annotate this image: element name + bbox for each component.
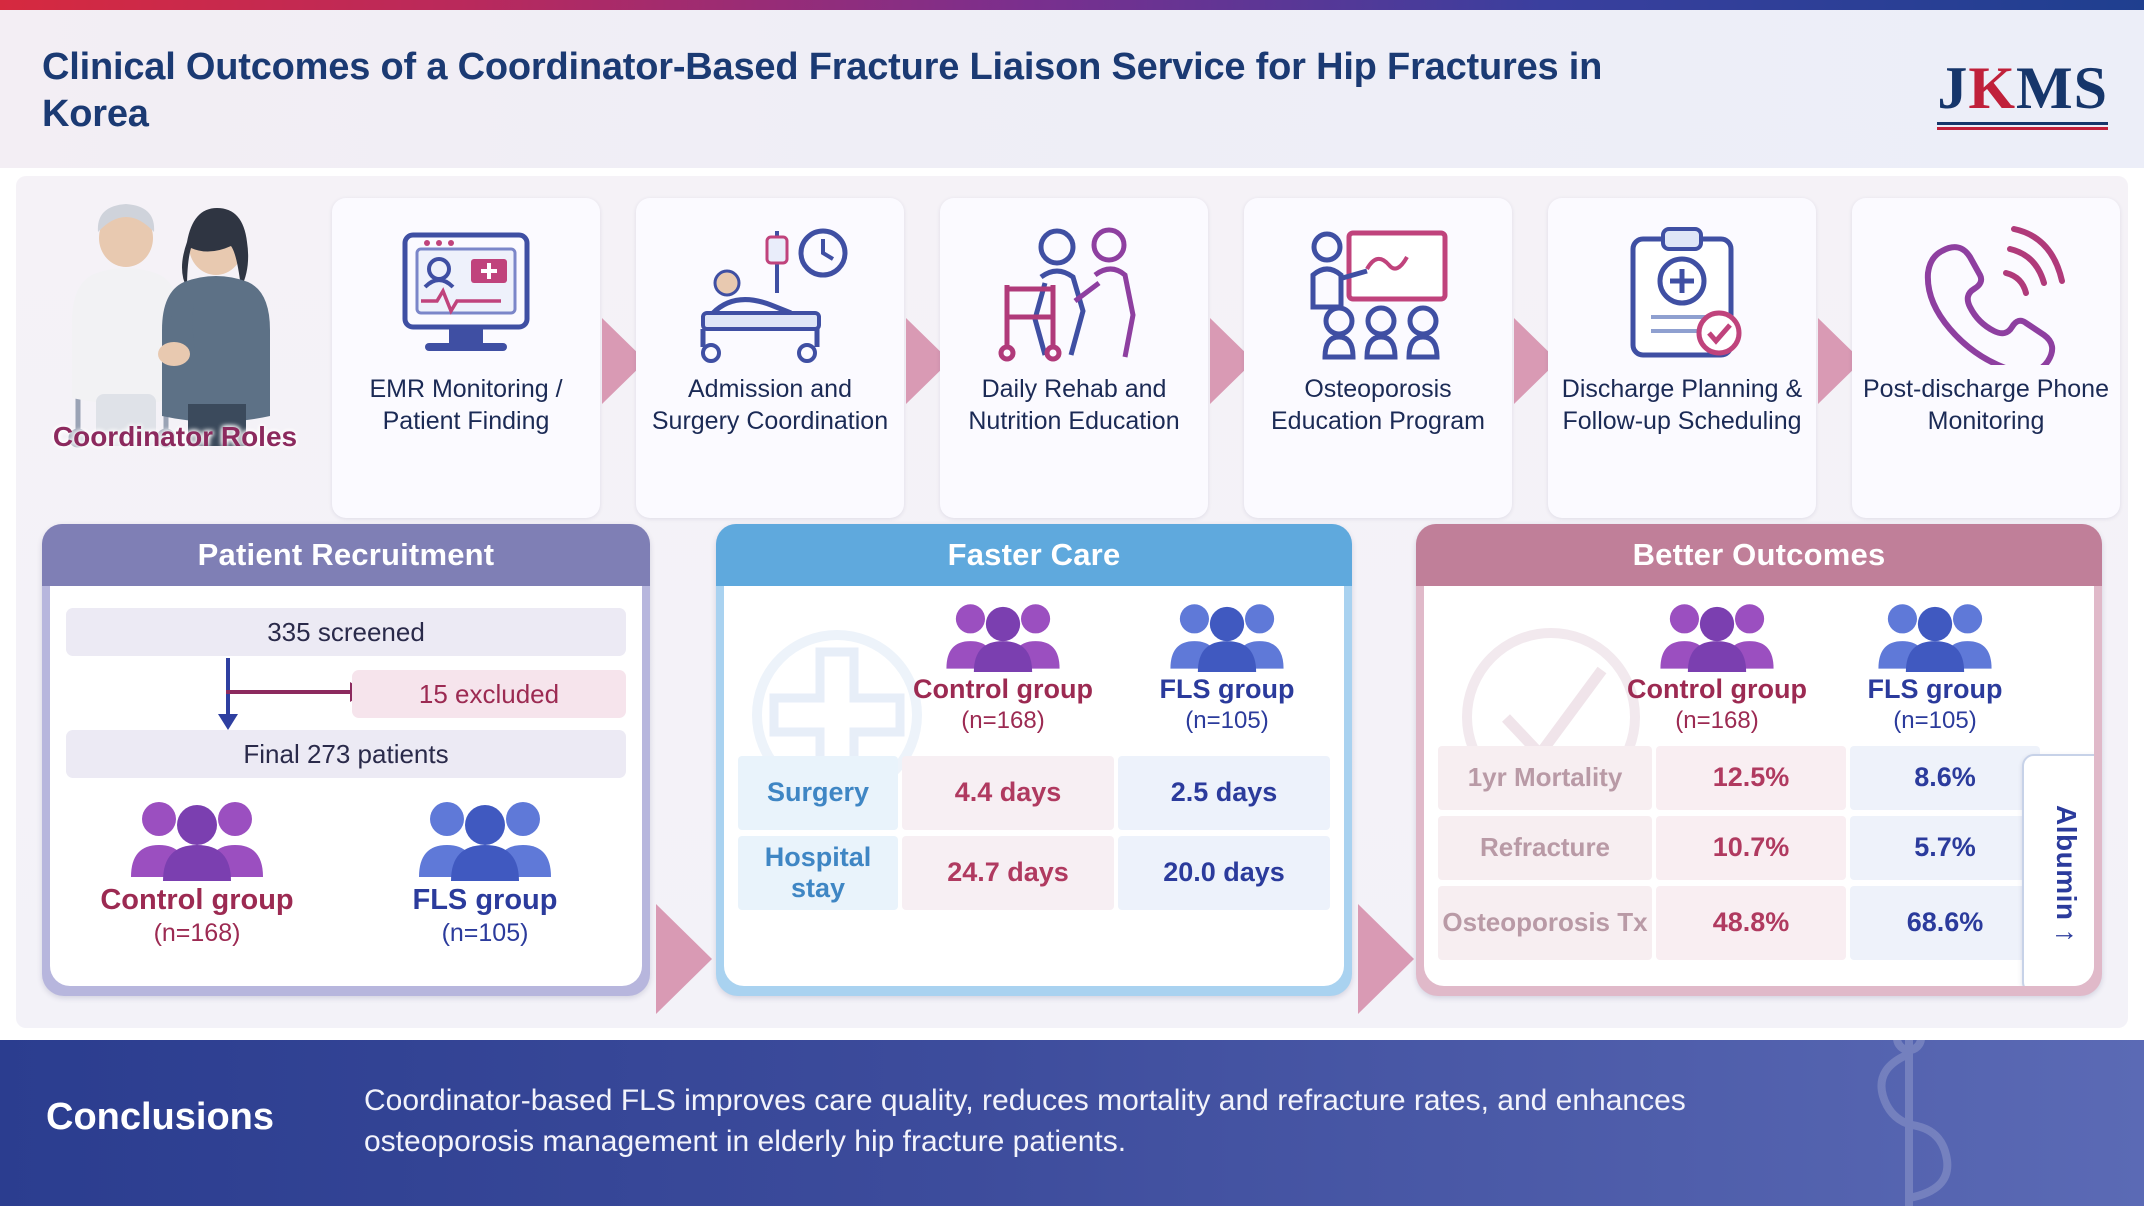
row-control-value: 48.8% — [1656, 886, 1846, 960]
monitor-emr-icon — [332, 220, 600, 370]
step-label: Discharge Planning & Follow-up Scheduling — [1561, 375, 1803, 435]
row-fls-value: 68.6% — [1850, 886, 2040, 960]
step-card-osteoporosis-education[interactable] — [1244, 198, 1512, 518]
excluded-count: 15 excluded — [352, 670, 626, 718]
table-row — [738, 836, 1330, 910]
step-card-emr-monitoring[interactable] — [332, 198, 600, 518]
group-fls — [1116, 598, 1338, 735]
step-card-discharge-planning[interactable] — [1548, 198, 1816, 518]
group-n: (n=105) — [1185, 707, 1269, 734]
header — [0, 10, 2144, 168]
table-row — [1438, 816, 2058, 880]
people-group-icon — [1116, 598, 1338, 674]
row-label: Hospital stay — [738, 836, 898, 910]
group-name: Control group — [1627, 674, 1807, 704]
group-name: Control group — [913, 674, 1093, 704]
journal-logo-k: K — [1968, 55, 2016, 121]
row-control-value: 10.7% — [1656, 816, 1846, 880]
screened-count: 335 screened — [66, 608, 626, 656]
row-label: Surgery — [738, 756, 898, 830]
panel-body — [724, 586, 1344, 986]
page-title: Clinical Outcomes of a Coordinator-Based Fracture Liaison Service for Hip Fractures in Korea — [42, 46, 1603, 136]
better-outcomes-table — [1438, 746, 2058, 966]
coordinator-roles-row — [16, 184, 2128, 520]
group-name: FLS group — [1159, 674, 1295, 704]
panel-title: Better Outcomes — [1416, 524, 2102, 586]
step-label: EMR Monitoring / Patient Finding — [369, 375, 563, 435]
group-fls — [1824, 598, 2046, 735]
panel-body — [1424, 586, 2094, 986]
group-name: FLS group — [412, 884, 558, 916]
panel-flow-arrow-icon — [656, 904, 712, 1014]
group-n: (n=168) — [1675, 707, 1759, 734]
coordinator-roles-label: Coordinator Roles — [52, 421, 298, 452]
group-n: (n=105) — [441, 919, 529, 947]
panel-title: Patient Recruitment — [42, 524, 650, 586]
people-group-icon — [892, 598, 1114, 674]
step-card-admission-surgery[interactable] — [636, 198, 904, 518]
step-card-phone-monitoring[interactable] — [1852, 198, 2120, 518]
table-row — [738, 756, 1330, 830]
table-row — [1438, 746, 2058, 810]
panel-flow-arrow-icon — [1358, 904, 1414, 1014]
flow-line-vertical — [226, 658, 230, 718]
row-control-value: 4.4 days — [902, 756, 1114, 830]
journal-logo-j: J — [1937, 55, 1969, 121]
step-label: Daily Rehab and Nutrition Education — [968, 375, 1180, 435]
row-fls-value: 8.6% — [1850, 746, 2040, 810]
group-control — [892, 598, 1114, 735]
panel-faster-care — [716, 524, 1352, 996]
step-card-rehab-nutrition[interactable] — [940, 198, 1208, 518]
faster-care-table — [738, 756, 1330, 916]
row-fls-value: 2.5 days — [1118, 756, 1330, 830]
caduceus-watermark-icon — [1814, 1040, 2004, 1206]
step-label: Post-discharge Phone Monitoring — [1863, 375, 2109, 435]
flow-line-horizontal — [226, 690, 354, 694]
row-label: 1yr Mortality — [1438, 746, 1652, 810]
step-label: Admission and Surgery Coordination — [651, 375, 889, 435]
group-n: (n=168) — [153, 919, 241, 947]
clipboard-check-icon — [1548, 220, 1816, 370]
results-panels-row — [16, 524, 2128, 1020]
hospital-bed-icon — [636, 220, 904, 370]
conclusions-text: Coordinator-based FLS improves care quality, reduces mortality and refracture rates, and enhances osteoporosis management in elderly hip fracture patients. — [364, 1084, 1686, 1159]
panel-better-outcomes — [1416, 524, 2102, 996]
albumin-callout — [2022, 754, 2094, 986]
row-control-value: 24.7 days — [902, 836, 1114, 910]
phone-call-icon — [1852, 220, 2120, 370]
group-control — [72, 794, 322, 948]
group-control — [1606, 598, 1828, 735]
group-name: Control group — [100, 884, 294, 916]
group-n: (n=168) — [961, 707, 1045, 734]
row-label: Refracture — [1438, 816, 1652, 880]
top-accent-bar — [0, 0, 2144, 10]
panel-body — [50, 586, 642, 986]
final-patient-count: Final 273 patients — [66, 730, 626, 778]
step-label: Osteoporosis Education Program — [1270, 375, 1485, 435]
row-fls-value: 20.0 days — [1118, 836, 1330, 910]
conclusions-bar — [0, 1040, 2144, 1206]
main-panel — [16, 176, 2128, 1028]
journal-logo-rule-blue — [1937, 122, 2108, 125]
people-group-icon — [72, 794, 322, 884]
people-group-icon — [1606, 598, 1828, 674]
people-group-icon — [1824, 598, 2046, 674]
table-row — [1438, 886, 2058, 960]
row-fls-value: 5.7% — [1850, 816, 2040, 880]
albumin-callout-label: Albumin ↑ — [2051, 804, 2082, 944]
journal-logo-text — [1937, 55, 2108, 121]
walker-rehab-icon — [940, 220, 1208, 370]
journal-logo-rule-red — [1937, 127, 2108, 130]
conclusions-label: Conclusions — [46, 1096, 275, 1138]
flow-arrowhead-down — [218, 714, 238, 730]
row-control-value: 12.5% — [1656, 746, 1846, 810]
journal-logo-ms: MS — [2016, 55, 2108, 121]
classroom-teaching-icon — [1244, 220, 1512, 370]
coordinator-and-patient-illustration — [48, 198, 316, 448]
row-label: Osteoporosis Tx — [1438, 886, 1652, 960]
panel-title: Faster Care — [716, 524, 1352, 586]
coordinator-card — [34, 198, 316, 498]
group-n: (n=105) — [1893, 707, 1977, 734]
journal-logo — [1937, 55, 2108, 130]
group-fls — [360, 794, 610, 948]
people-group-icon — [360, 794, 610, 884]
group-name: FLS group — [1867, 674, 2003, 704]
panel-patient-recruitment — [42, 524, 650, 996]
